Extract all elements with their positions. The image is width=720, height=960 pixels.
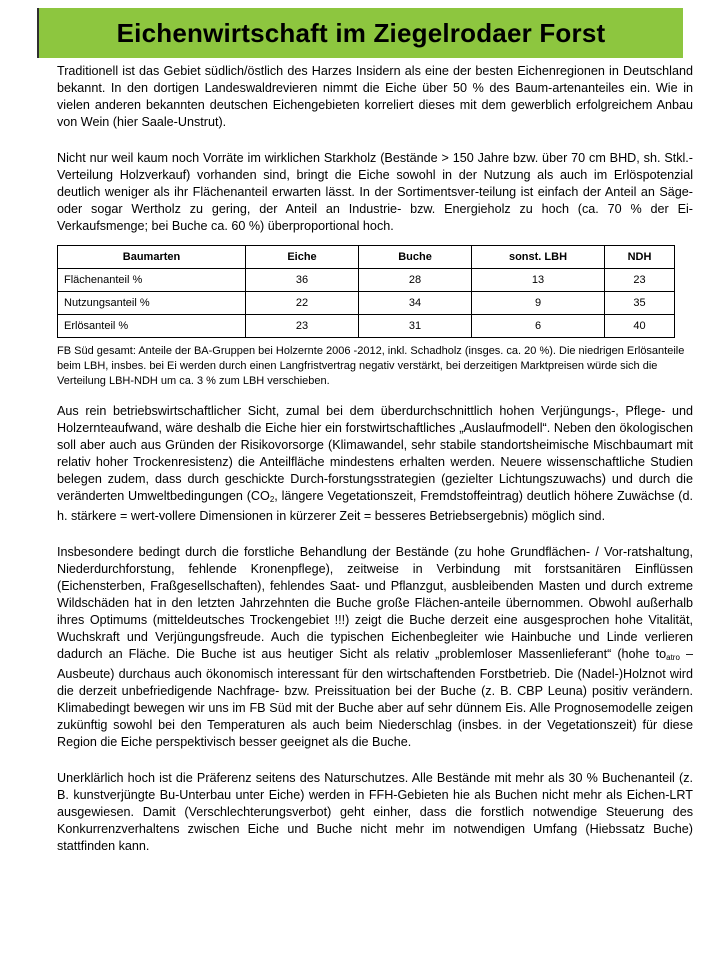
page-title: Eichenwirtschaft im Ziegelrodaer Forst: [116, 17, 606, 48]
cell-value: 34: [359, 292, 472, 315]
table-footnote: FB Süd gesamt: Anteile der BA-Gruppen bei Holzernte 2006 -2012, inkl. Schadholz (insges. ca. 20 %). Die niedrigen Erlösanteile beim LBH, insbes. bei Ei werden durch einen Langfristvertrag negativ verstärkt, bei derzeitigen Marktpreisen würde sich die Verteilung LBH-NDH um ca. 3 % zum LBH verschieben.: [57, 345, 685, 387]
paragraph-text: – Ausbeute) durchaus auch ökonomisch interessant für den wirtschaftenden Forstbetrieb. Die (Nadel-)Holznot wird die derzeit unbefriedigende Nachfrage- bzw. Preissituation bei der Buche (z. B. CBP Leuna) positiv verändern. Klimabedingt bewegen wir uns im FB Süd mit der Buche aber auf sehr dünnem Eis. Alle Prognosemodelle zeigen zukünftig sowohl bei den Temperaturen als auch beim Niederschlag (insbes. in der Vegetationszeit) für diese Region die Eiche perspektivisch besser geeignet als die Buche.: [57, 647, 693, 749]
table-row: [58, 292, 675, 315]
title-banner: [37, 8, 683, 58]
cell-value: 9: [472, 292, 605, 315]
table-row: [58, 269, 675, 292]
header-eiche: Eiche: [246, 246, 359, 269]
cell-value: 23: [605, 269, 675, 292]
cell-value: 28: [359, 269, 472, 292]
row-label: Nutzungsanteil %: [58, 292, 246, 315]
cell-value: 13: [472, 269, 605, 292]
row-label: Erlösanteil %: [58, 315, 246, 338]
paragraph-buche: [57, 544, 693, 751]
paragraph-starkholz: Nicht nur weil kaum noch Vorräte im wirklichen Starkholz (Bestände > 150 Jahre bzw. über 70 cm BHD, sh. Stkl.-Verteilung Holzverkauf) vorhanden sind, bringt die Eiche sowohl in der Nutzung als auch im Erlöspotenzial deutlich weniger als ihr Flächenanteil erwarten lässt. In der Sortimentsver-teilung ist einfach der Anteil an Säge- oder sogar Wertholz zu gering, der Anteil an Industrie- bzw. Energieholz zu hoch (ca. 70 % der Ei-Verkaufsmenge; bei Buche ca. 60 %) überproportional hoch.: [57, 151, 693, 233]
cell-value: 35: [605, 292, 675, 315]
header-baumarten: Baumarten: [58, 246, 246, 269]
paragraph-intro: Traditionell ist das Gebiet südlich/östlich des Harzes Insidern als eine der besten Eichenregionen in Deutschland bekannt. In den dortigen Landeswaldrevieren nimmt die Eiche über 50 % des Baum-artenanteiles ein. Wie in vielen anderen bekannten deutschen Eichengebieten korreliert dieses mit dem gewerblich erfolgreichem Anbau von Wein (hier Saale-Unstrut).: [57, 64, 693, 129]
document-body: [57, 63, 693, 874]
subscript-text: atro: [666, 653, 680, 662]
cell-value: 23: [246, 315, 359, 338]
header-ndh: NDH: [605, 246, 675, 269]
table-header-row: [58, 246, 675, 269]
cell-value: 36: [246, 269, 359, 292]
paragraph-naturschutz: Unerklärlich hoch ist die Präferenz seitens des Naturschutzes. Alle Bestände mit mehr als 30 % Buchenanteil (z. B. kunstverjüngte Bu-Unterbau unter Eiche) werden in FFH-Gebieten hie als Buchen nicht mehr als Eichen-LRT ausgewiesen. Damit (Verschlechterungsverbot) geht einher, dass die forstlich notwendige Steuerung des Konkurrenzverhaltens zwischen Eiche und Buche nicht mehr im notwendigen Umfang (Hiebssatz Buche) stattfinden kann.: [57, 771, 693, 853]
header-sonst-lbh: sonst. LBH: [472, 246, 605, 269]
header-buche: Buche: [359, 246, 472, 269]
cell-value: 6: [472, 315, 605, 338]
share-table: [57, 245, 675, 338]
paragraph-betriebswirtschaft: [57, 403, 693, 525]
cell-value: 22: [246, 292, 359, 315]
table-row: [58, 315, 675, 338]
paragraph-text: Aus rein betriebswirtschaftlicher Sicht, zumal bei dem überdurchschnittlich hohen Verjüngungs-, Pflege- und Holzernteaufwand, wäre deshalb die Eiche hier ein forstwirtschaftliches „Auslaufmodell“. Neben den ökologischen soll aber auch aus Gründen der Risikovorsorge (Klimawandel, sehr stabile standortsheimische Mischbaumart mit relativ hoher Trockenresistenz) die Anteilfläche mindestens erhalten werden. Neuere wissenschaftliche Studien belegen zudem, dass durch geschickte Durch-forstungsstrategien (gezielter Lichtungszuwachs) und durch die veränderten Umweltbedingungen (CO: [57, 404, 693, 503]
cell-value: 31: [359, 315, 472, 338]
subscript-text: 2: [269, 495, 275, 504]
cell-value: 40: [605, 315, 675, 338]
row-label: Flächenanteil %: [58, 269, 246, 292]
paragraph-text: , längere Vegetationszeit, Fremdstoffeintrag) deutlich höhere Zuwächse (d. h. stärkere = wert-vollere Dimensionen in kürzerer Zeit = besseres Betriebsergebnis) möglich sind.: [57, 489, 693, 523]
paragraph-text: Insbesondere bedingt durch die forstliche Behandlung der Bestände (zu hohe Grundflächen- / Vor-ratshaltung, Niederdurchforstung, fehlende Kronenpflege), zeitweise in Verbindung mit forstsanitären Einflüssen (Eichensterben, Fraßgesellschaften), fehlendes Saat- und Pflanzgut, ausbleibenden Masten und durch extreme Wildschäden hat in den letzten Jahrzehnten die Buche große Flächen-anteile übernommen. Obwohl außerhalb ihres Optimums (mitteldeutsches Trockengebiet !!!) zeigt die Buche derzeit eine ausgesprochen hohe Vitalität, Wuchskraft und Verjüngungsfreude. Auch die typischen Eichenbegleiter wie Hainbuche und Linde verlieren dadurch an Fläche. Die Buche ist aus heutiger Sicht als relativ „problemloser Massenlieferant“ (hohe to: [57, 545, 693, 661]
